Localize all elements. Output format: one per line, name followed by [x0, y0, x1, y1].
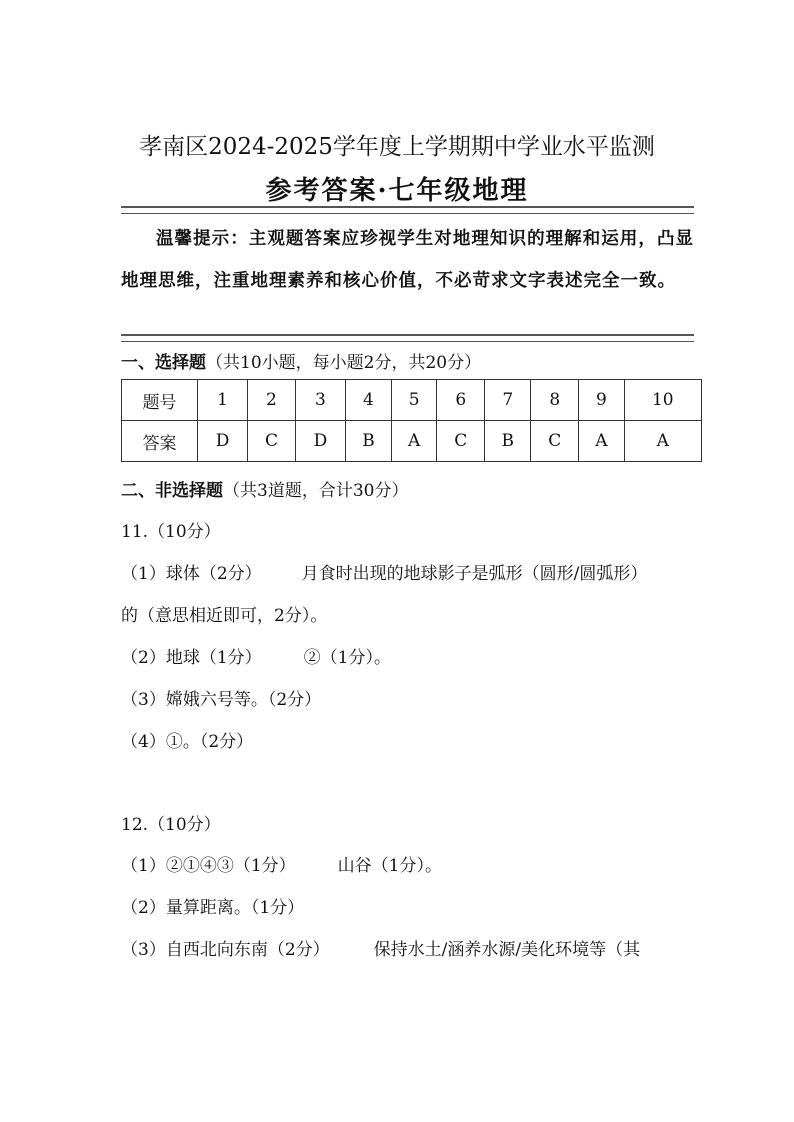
answer-cell: C — [437, 421, 485, 462]
q11-part1-reason: 月食时出现的地球影子是弧形（圆形/圆弧形） — [301, 564, 648, 584]
answer-cell: B — [345, 421, 391, 462]
q11-part3: （3）嫦娥六号等。（2分） — [121, 690, 322, 710]
answer-cell: D — [198, 421, 248, 462]
section-1-note: （共10小题，每小题2分，共20分） — [206, 353, 482, 373]
question-number-cell: 6 — [437, 380, 485, 421]
q12-part1-order: （1）②①④③（1分） — [121, 856, 296, 876]
row-label-number: 题号 — [122, 380, 198, 421]
q11-part1 — [121, 559, 647, 584]
question-number-cell: 5 — [392, 380, 437, 421]
answer-cell: A — [392, 421, 437, 462]
question-number-cell: 2 — [248, 380, 296, 421]
q12-part1-landform: 山谷（1分）。 — [337, 856, 442, 876]
question-number-cell: 1 — [198, 380, 248, 421]
answer-cell: A — [579, 421, 624, 462]
q11-title: 11.（10分） — [121, 522, 221, 542]
question-number-cell: 9 — [579, 380, 624, 421]
answer-cell: B — [485, 421, 531, 462]
q11-part1-cont: 的（意思相近即可，2分）。 — [121, 606, 328, 626]
section-2-heading: 二、非选择题 — [121, 481, 223, 501]
question-number-cell: 8 — [531, 380, 579, 421]
q11-part1-answer: （1）球体（2分） — [121, 564, 262, 584]
top-divider — [121, 206, 694, 214]
q12-part3-direction: （3）自西北向东南（2分） — [121, 940, 330, 960]
answer-cell: A — [624, 421, 701, 462]
q12-part3 — [121, 935, 640, 960]
row-label-answer: 答案 — [122, 421, 198, 462]
q11-part2-answer: （2）地球（1分） — [121, 648, 262, 668]
q12-part1 — [121, 851, 442, 876]
q12-part3-function: 保持水土/涵养水源/美化环境等（其 — [373, 940, 641, 960]
section-1-header — [121, 348, 481, 373]
q12-title: 12.（10分） — [121, 815, 221, 835]
question-number-cell: 4 — [345, 380, 391, 421]
question-number-cell: 7 — [485, 380, 531, 421]
bottom-divider — [121, 334, 694, 342]
q11-part2-choice: ②（1分）。 — [303, 648, 391, 668]
table-row — [122, 421, 702, 462]
answer-key-subtitle: 参考答案·七年级地理 — [265, 176, 529, 206]
grading-tip: 温馨提示：主观题答案应珍视学生对地理知识的理解和运用，凸显地理思维，注重地理素养和核心价值，不必苛求文字表述完全一致。 — [121, 229, 694, 291]
answer-cell: D — [295, 421, 345, 462]
question-number-cell: 3 — [295, 380, 345, 421]
answer-table — [121, 379, 702, 462]
section-1-heading: 一、选择题 — [121, 353, 206, 373]
exam-title: 孝南区2024-2025学年度上学期期中学业水平监测 — [139, 134, 655, 160]
q11-part2 — [121, 643, 391, 668]
table-row — [122, 380, 702, 421]
section-2-header — [121, 476, 408, 501]
answer-cell: C — [531, 421, 579, 462]
answer-cell: C — [248, 421, 296, 462]
section-2-note: （共3道题，合计30分） — [223, 481, 409, 501]
q11-part4: （4）①。（2分） — [121, 732, 254, 752]
question-number-cell: 10 — [624, 380, 701, 421]
q12-part2: （2）量算距离。（1分） — [121, 898, 305, 918]
